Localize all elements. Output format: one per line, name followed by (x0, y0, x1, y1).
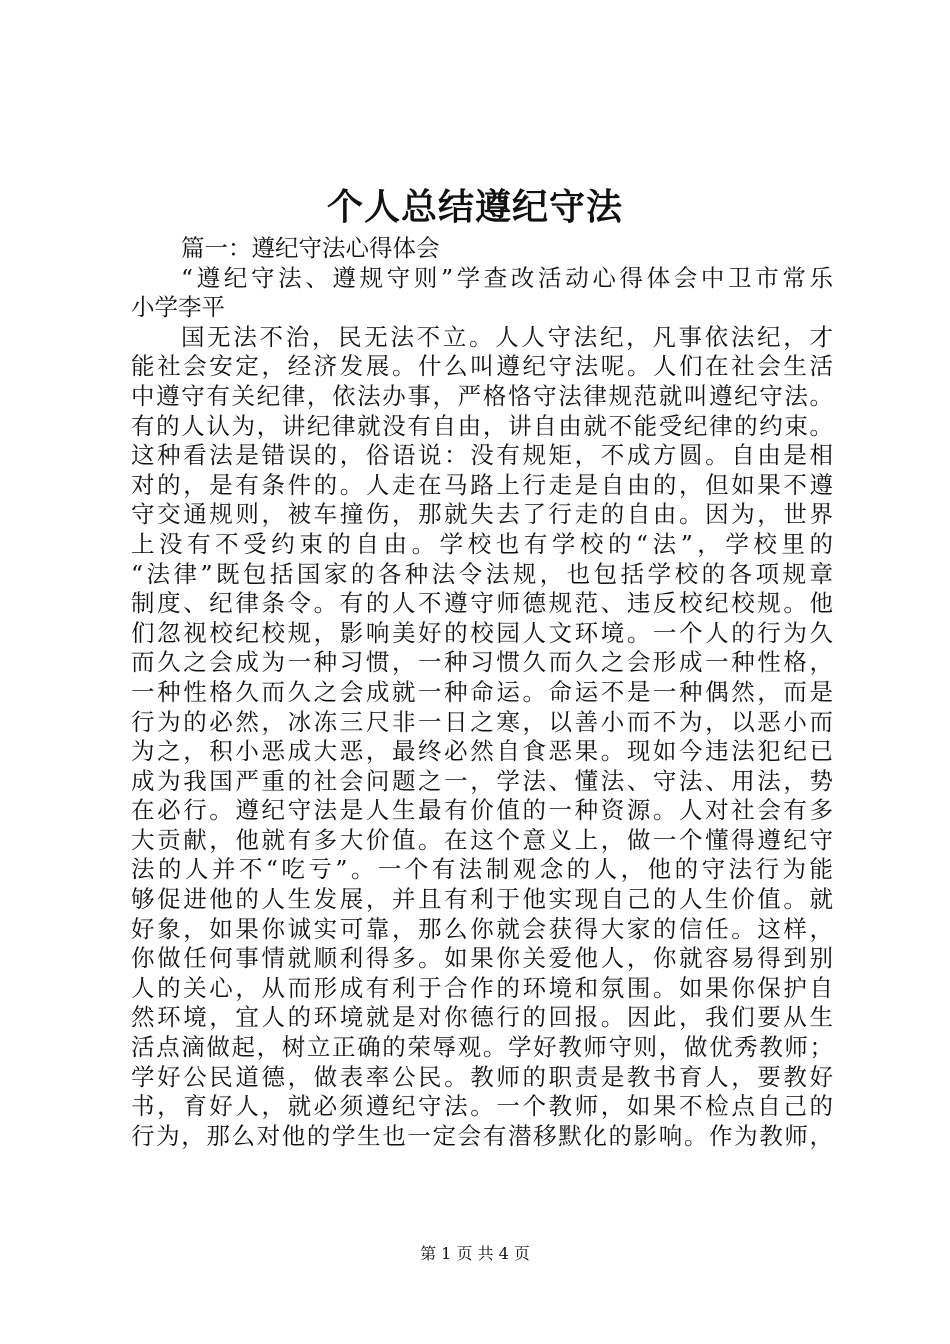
body-text-line: 成为我国严重的社会问题之一，学法、懂法、守法、用法，势 (131, 766, 833, 795)
page-footer: 第 1 页 共 4 页 (420, 1244, 530, 1263)
body-text-line: 行为的必然，冰冻三尺非一日之寒，以善小而不为，以恶小而 (131, 707, 833, 736)
body-text-line: 活点滴做起，树立正确的荣辱观。学好教师守则，做优秀教师； (131, 1033, 833, 1062)
body-text-line: 大贡献，他就有多大价值。在这个意义上，做一个懂得遵纪守 (131, 825, 833, 854)
body-text-line: 为之，积小恶成大恶，最终必然自食恶果。现如今违法犯纪已 (131, 737, 833, 766)
body-text-line: 在必行。遵纪守法是人生最有价值的一种资源。人对社会有多 (131, 796, 833, 825)
body-text-line: 制度、纪律条令。有的人不遵守师德规范、违反校纪校规。他 (131, 589, 833, 618)
body-text-line: “法律”既包括国家的各种法令法规，也包括学校的各项规章 (131, 559, 833, 588)
body-text-line: 这种看法是错误的，俗语说：没有规矩，不成方圆。自由是相 (131, 441, 833, 470)
body-text-line: 能社会安定，经济发展。什么叫遵纪守法呢。人们在社会生活 (131, 352, 833, 381)
body-text-line: 篇一：遵纪守法心得体会 (181, 234, 440, 262)
body-text-line: “遵纪守法、遵规守则”学查改活动心得体会中卫市常乐 (181, 263, 833, 292)
body-text-line: 人的关心，从而形成有利于合作的环境和氛围。如果你保护自 (131, 973, 833, 1002)
body-text-line: 们忽视校纪校规，影响美好的校园人文环境。一个人的行为久 (131, 618, 833, 647)
body-text-line: 够促进他的人生发展，并且有利于他实现自己的人生价值。就 (131, 885, 833, 914)
body-text-line: 对的，是有条件的。人走在马路上行走是自由的，但如果不遵 (131, 470, 833, 499)
body-text-line: 国无法不治，民无法不立。人人守法纪，凡事依法纪，才 (181, 322, 833, 351)
body-text-line: 而久之会成为一种习惯，一种习惯久而久之会形成一种性格， (131, 648, 833, 677)
body-text-line: 一种性格久而久之会成就一种命运。命运不是一种偶然，而是 (131, 677, 833, 706)
body-text-line: 学好公民道德，做表率公民。教师的职责是教书育人，要教好 (131, 1062, 833, 1091)
body-text-line: 书，育好人，就必须遵纪守法。一个教师，如果不检点自己的 (131, 1092, 833, 1121)
body-text-line: 中遵守有关纪律，依法办事，严格恪守法律规范就叫遵纪守法。 (131, 381, 833, 410)
body-text-line: 你做任何事情就顺利得多。如果你关爱他人，你就容易得到别 (131, 944, 833, 973)
body-text-line: 行为，那么对他的学生也一定会有潜移默化的影响。作为教师， (131, 1121, 833, 1150)
body-text-line: 好象，如果你诚实可靠，那么你就会获得大家的信任。这样， (131, 914, 833, 943)
body-text-line: 上没有不受约束的自由。学校也有学校的“法”，学校里的 (131, 529, 833, 558)
page-title: 个人总结遵纪守法 (326, 186, 623, 228)
body-text-line: 然环境，宜人的环境就是对你德行的回报。因此，我们要从生 (131, 1003, 833, 1032)
body-text-line: 有的人认为，讲纪律就没有自由，讲自由就不能受纪律的约束。 (131, 411, 833, 440)
body-text-line: 守交通规则，被车撞伤，那就失去了行走的自由。因为，世界 (131, 500, 833, 529)
document-body (131, 234, 833, 1151)
body-text-line: 法的人并不“吃亏”。一个有法制观念的人，他的守法行为能 (131, 855, 833, 884)
body-text-line: 小学李平 (131, 293, 225, 322)
